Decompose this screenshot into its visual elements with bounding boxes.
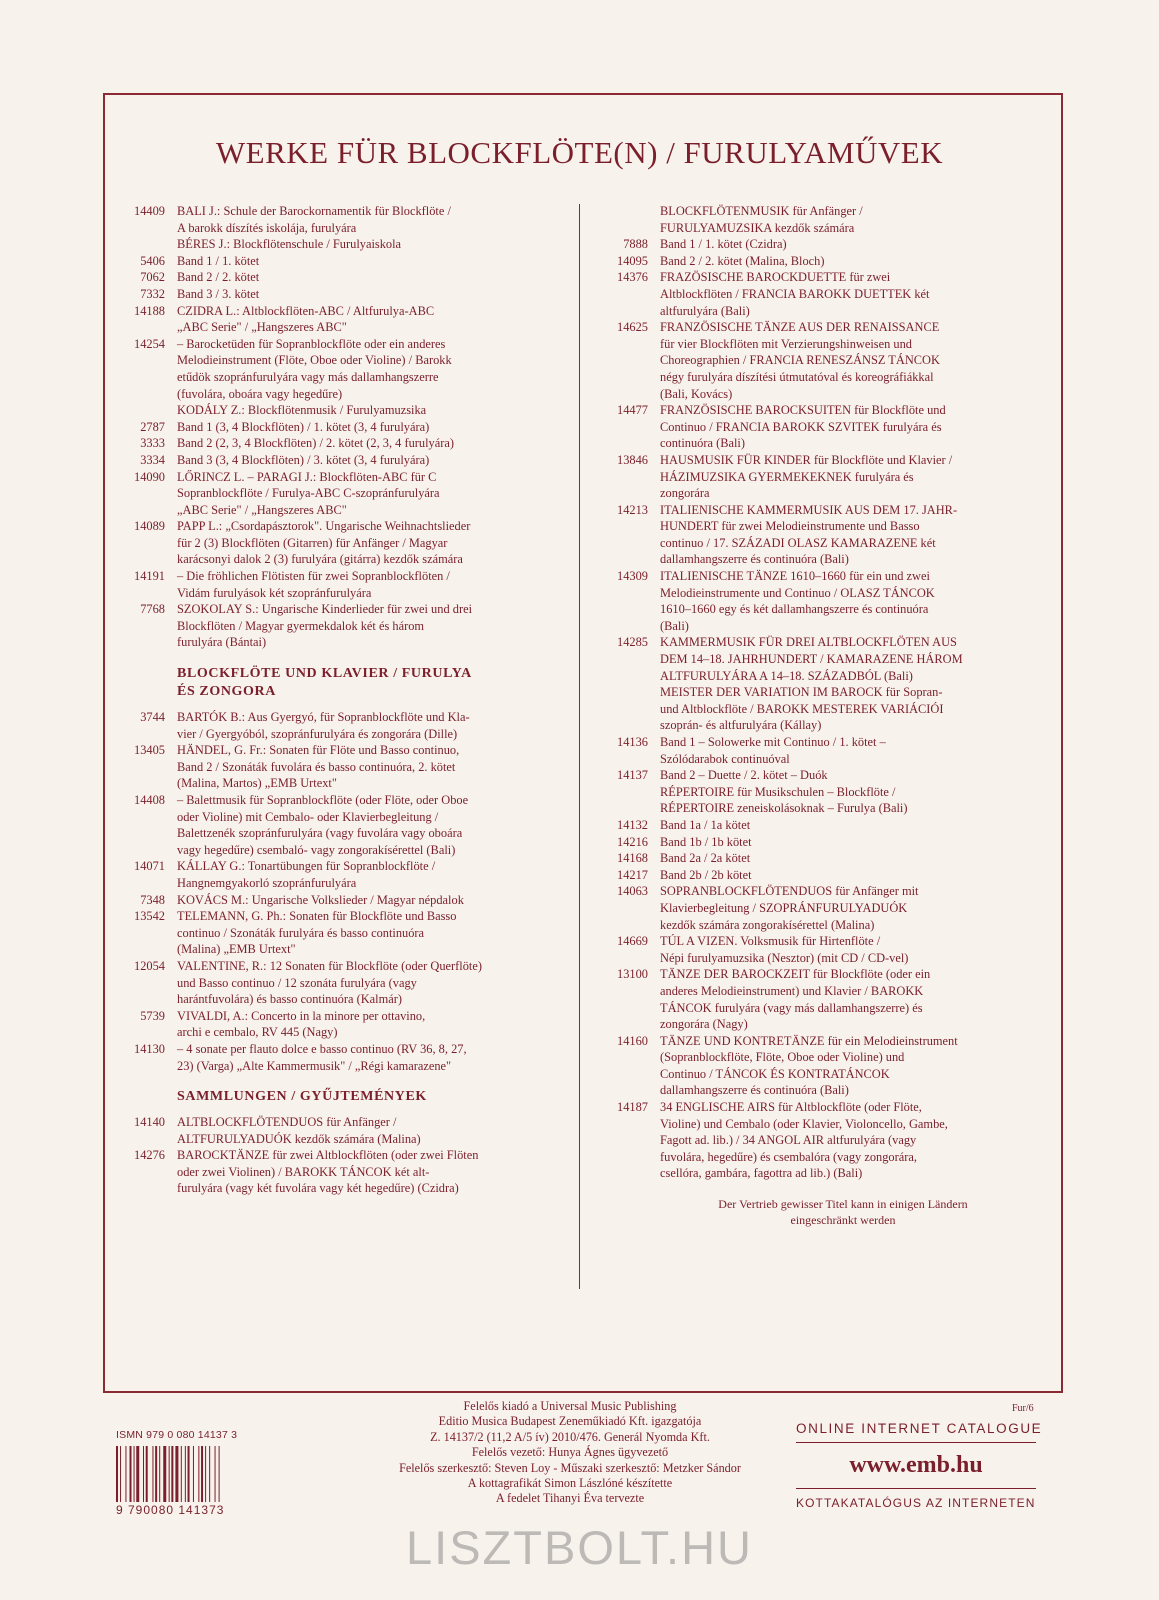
entry-text (660, 319, 1048, 402)
entry-line: Altblockflöten / FRANCIA BAROKK DUETTEK két (660, 286, 930, 301)
catalog-entry (598, 933, 1048, 966)
entry-line: FURULYAMUZSIKA kezdők számára (660, 220, 855, 235)
entry-line: und Basso continuo / 12 szonáta furulyára (vagy (177, 975, 417, 990)
entry-text (177, 858, 565, 891)
entry-text (660, 784, 1048, 817)
catalog-entry (598, 1099, 1048, 1182)
entry-line: Blockflöten / Magyar gyermekdalok két és három (177, 618, 425, 633)
left-column (115, 203, 565, 1197)
catalog-list-right (598, 203, 1048, 1182)
entry-text (177, 253, 565, 270)
entry-line: Band 2 – Duette / 2. kötet – Duók (660, 768, 828, 783)
catalog-entry (115, 402, 565, 419)
section-heading-klavier (115, 665, 565, 701)
entry-line: Band 2b / 2b kötet (660, 867, 752, 882)
entry-line: continuóra (Bali) (660, 436, 745, 451)
catalog-number: 14136 (617, 735, 648, 749)
entry-line: ALTFURULYÁRA A 14–18. SZÁZADBÓL (Bali) (660, 668, 913, 683)
entry-line: RÉPERTOIRE zeneiskolásoknak – Furulya (Bali) (660, 801, 908, 816)
catalog-entry (598, 502, 1048, 568)
catalog-entry (115, 518, 565, 568)
entry-line: PAPP L.: „Csordapásztorok". Ungarische Weihnachtslieder (177, 519, 471, 534)
catalog-list-klavier (115, 709, 565, 1074)
imprint-line: A fedelet Tihanyi Éva tervezte (495, 1491, 645, 1506)
entry-line: 34 ENGLISCHE AIRS für Altblockflöte (oder Flöte, (660, 1100, 922, 1115)
entry-line: (Malina, Martos) „EMB Urtext" (177, 776, 337, 791)
entry-line: ALTFURULYADUÓK kezdők számára (Malina) (177, 1131, 421, 1146)
entry-line: Klavierbegleitung / SZOPRÁNFURULYADUÓK (660, 900, 908, 915)
entry-line: Band 2 / Szonáták fuvolára és basso continuóra, 2. kötet (177, 759, 456, 774)
section-heading-line: ÉS ZONGORA (177, 684, 276, 700)
entry-text (177, 908, 565, 958)
entry-line: dallamhangszerre és continuóra (Bali) (660, 1083, 849, 1098)
entry-line: „ABC Serie" / „Hangszeres ABC" (177, 502, 347, 517)
catalog-entry (598, 568, 1048, 634)
entry-text (660, 452, 1048, 502)
entry-text (177, 1114, 565, 1147)
entry-line: ITALIENISCHE TÄNZE 1610–1660 für ein und zwei (660, 569, 930, 584)
entry-line: für 2 (3) Blockflöten (Gitarren) für Anfänger / Magyar (177, 535, 448, 550)
catalog-number: 14137 (617, 768, 648, 783)
catalog-entry (115, 286, 565, 303)
entry-line: Sopranblockflöte / Furulya-ABC C-szopránfurulyára (177, 486, 440, 501)
entry-line: – Die fröhlichen Flötisten für zwei Sopranblockflöten / (177, 569, 450, 584)
entry-text (660, 1033, 1048, 1099)
entry-line: Balettzenék szopránfurulyára (vagy fuvolára vagy oboára (177, 826, 463, 841)
catalog-number: 12054 (134, 958, 165, 973)
kottakatalogus-label: KOTTAKATALÓGUS AZ INTERNETEN (796, 1496, 1036, 1510)
catalog-entry (115, 269, 565, 286)
entry-text (177, 742, 565, 792)
entry-line: HAUSMUSIK FÜR KINDER für Blockflöte und Klavier / (660, 452, 953, 467)
catalog-list-sammlungen (115, 1114, 565, 1197)
catalog-entry (115, 1114, 565, 1147)
catalog-number: 7332 (140, 286, 165, 301)
catalog-number: 14132 (617, 817, 648, 832)
entry-text (660, 634, 1048, 684)
catalog-number: 7768 (140, 602, 165, 617)
entry-text (177, 203, 565, 236)
entry-text (177, 601, 565, 651)
entry-line: altfurulyára (Bali) (660, 303, 750, 318)
entry-line: LŐRINCZ L. – PARAGI J.: Blockflöten-ABC für C (177, 469, 437, 484)
catalog-entry (115, 892, 565, 909)
divider (796, 1442, 1036, 1443)
catalog-number: 14625 (617, 320, 648, 335)
entry-line: ITALIENISCHE KAMMERMUSIK AUS DEM 17. JAHR- (660, 502, 958, 517)
catalog-number: 14191 (134, 569, 165, 584)
catalog-entry (115, 435, 565, 452)
entry-line: FRANZÖSISCHE TÄNZE AUS DER RENAISSANCE (660, 320, 940, 335)
entry-line: BAROCKTÄNZE für zwei Altblockflöten (oder zwei Flöten (177, 1148, 479, 1163)
entry-line: Band 2 / 2. kötet (177, 270, 260, 285)
entry-line: oder Violine) mit Cembalo- oder Klavierbegleitung / (177, 809, 439, 824)
entry-text (660, 734, 1048, 767)
entry-text (177, 419, 565, 436)
catalog-entry (115, 203, 565, 236)
catalog-number: 7062 (140, 270, 165, 285)
catalog-number: 14063 (617, 884, 648, 899)
imprint-line: A kottagrafikát Simon Lászlóné készítette (467, 1476, 673, 1491)
entry-line: HUNDERT für zwei Melodieinstrumente und Basso (660, 519, 920, 534)
entry-line: VIVALDI, A.: Concerto in la minore per ottavino, (177, 1008, 426, 1023)
entry-line: A barokk díszítés iskolája, furulyára (177, 220, 357, 235)
entry-text (177, 568, 565, 601)
catalog-entry (598, 634, 1048, 684)
catalog-entry (115, 1147, 565, 1197)
entry-text (177, 709, 565, 742)
entry-line: – Balettmusik für Sopranblockflöte (oder Flöte, oder Oboe (177, 793, 469, 807)
ismn-label: ISMN 979 0 080 14137 3 (116, 1429, 238, 1441)
entry-line: zongorára (Nagy) (660, 1017, 748, 1032)
entry-line: KÁLLAY G.: Tonartübungen für Sopranblockflöte / (177, 859, 436, 874)
entry-line: – Barocketüden für Sopranblockflöte oder ein anderes (177, 336, 446, 351)
entry-line: Szólódarabok continuóval (660, 751, 790, 766)
entry-line: Choreographien / FRANCIA RENESZÁNSZ TÁNCOK (660, 353, 940, 368)
entry-line: TÄNZE UND KONTRETÄNZE für ein Melodieinstrument (660, 1033, 958, 1048)
catalog-entry (598, 1033, 1048, 1099)
catalog-entry (115, 303, 565, 336)
entry-line: MEISTER DER VARIATION IM BAROCK für Sopran- (660, 685, 943, 700)
entry-line: Band 2 (2, 3, 4 Blockflöten) / 2. kötet (2, 3, 4 furulyára) (177, 436, 455, 451)
entry-text (177, 958, 565, 1008)
catalog-entry (598, 684, 1048, 734)
catalog-number: 14376 (617, 270, 648, 285)
entry-line: kezdők számára zongorakísérettel (Malina) (660, 917, 875, 932)
barcode-number: 9 790080 141373 (116, 1503, 225, 1517)
catalog-number: 14095 (617, 253, 648, 268)
publisher-imprint (360, 1399, 780, 1507)
entry-line: Continuo / FRANCIA BAROKK SZVITEK furulyára és (660, 419, 942, 434)
entry-line: TÁNCOK furulyára (vagy más dallamhangszerre) és (660, 1000, 923, 1015)
catalog-entry (115, 469, 565, 519)
entry-line: HÄNDEL, G. Fr.: Sonaten für Flöte und Basso continuo, (177, 743, 460, 758)
entry-text (660, 933, 1048, 966)
entry-line: (Bali) (660, 618, 689, 633)
catalog-number: 3744 (140, 710, 165, 725)
entry-line: RÉPERTOIRE für Musikschulen – Blockflöte / (660, 784, 896, 799)
catalog-number: 14477 (617, 403, 648, 418)
entry-text (660, 867, 1048, 884)
catalog-number: 14213 (617, 502, 648, 517)
catalog-entry (598, 203, 1048, 236)
catalog-number: 5739 (140, 1008, 165, 1023)
catalog-entry (115, 908, 565, 958)
catalog-number: 14409 (134, 204, 165, 218)
imprint-line: Editio Musica Budapest Zeneműkiadó Kft. igazgatója (438, 1414, 702, 1429)
entry-line: 23) (Varga) „Alte Kammermusik" / „Régi kamarazene" (177, 1058, 452, 1073)
catalog-number (598, 784, 660, 817)
entry-line: Hangnemgyakorló szopránfurulyára (177, 875, 357, 890)
catalog-entry (115, 858, 565, 891)
catalog-list-left (115, 203, 565, 651)
barcode-image (116, 1446, 250, 1502)
entry-text (177, 1008, 565, 1041)
entry-line: BALI J.: Schule der Barockornamentik für Blockflöte / (177, 204, 451, 218)
catalog-number: 7348 (140, 892, 165, 907)
entry-text (660, 850, 1048, 867)
entry-line: SZOKOLAY S.: Ungarische Kinderlieder für zwei und drei (177, 602, 473, 617)
entry-line: vier / Gyergyóból, szopránfurulyára és zongorára (Dille) (177, 726, 458, 741)
catalog-number (598, 203, 660, 236)
note-line: eingeschränkt werden (790, 1213, 896, 1228)
entry-text (660, 402, 1048, 452)
entry-line: Melodieinstrumente und Continuo / OLASZ TÁNCOK (660, 585, 935, 600)
entry-line: szoprán- és altfurulyára (Kállay) (660, 718, 822, 733)
entry-text (177, 336, 565, 402)
entry-text (660, 966, 1048, 1032)
catalog-number: 14168 (617, 851, 648, 866)
page-title: WERKE FÜR BLOCKFLÖTE(N) / FURULYAMŰVEK (215, 135, 944, 170)
catalog-entry (598, 817, 1048, 834)
entry-line: Band 1 (3, 4 Blockflöten) / 1. kötet (3, 4 furulyára) (177, 419, 430, 434)
entry-line: KOVÁCS M.: Ungarische Volkslieder / Magyar népdalok (177, 892, 464, 907)
entry-line: BARTÓK B.: Aus Gyergyó, für Sopranblockflöte und Kla- (177, 710, 470, 725)
entry-line: CZIDRA L.: Altblockflöten-ABC / Altfurulya-ABC (177, 303, 435, 318)
entry-text (660, 883, 1048, 933)
catalog-number: 3334 (140, 452, 165, 467)
catalog-number: 14089 (134, 519, 165, 534)
entry-line: – 4 sonate per flauto dolce e basso continuo (RV 36, 8, 27, (177, 1041, 467, 1056)
entry-text (660, 203, 1048, 236)
catalog-entry (115, 452, 565, 469)
catalog-number: 14408 (134, 793, 165, 807)
catalog-number: 13100 (617, 967, 648, 982)
entry-line: Band 1a / 1a kötet (660, 817, 751, 832)
catalog-entry (598, 867, 1048, 884)
entry-line: KODÁLY Z.: Blockflötenmusik / Furulyamuzsika (177, 403, 427, 418)
entry-text (177, 452, 565, 469)
entry-line: „ABC Serie" / „Hangszeres ABC" (177, 320, 347, 335)
catalog-number: 5406 (140, 253, 165, 268)
entry-text (660, 568, 1048, 634)
entry-line: Vidám furulyások két szopránfurulyára (177, 585, 372, 600)
catalog-number: 13846 (617, 452, 648, 467)
catalog-entry (115, 1008, 565, 1041)
catalog-number: 13405 (134, 743, 165, 758)
entry-text (177, 303, 565, 336)
catalog-entry (598, 402, 1048, 452)
entry-line: (Sopranblockflöte, Flöte, Oboe oder Violine) und (660, 1050, 905, 1065)
catalog-entry (598, 767, 1048, 784)
entry-line: Népi furulyamuzsika (Nesztor) (mit CD / CD-vel) (660, 950, 909, 965)
catalog-number: 14216 (617, 834, 648, 849)
catalog-number: 14285 (617, 635, 648, 650)
catalog-number: 13542 (134, 909, 165, 924)
entry-line: Band 3 / 3. kötet (177, 286, 260, 301)
catalog-entry (598, 883, 1048, 933)
catalog-entry (115, 792, 565, 858)
catalog-number: 14071 (134, 859, 165, 874)
entry-text (177, 518, 565, 568)
catalog-number (115, 236, 177, 253)
catalog-number: 14187 (617, 1100, 648, 1115)
entry-text (177, 792, 565, 858)
catalog-entry (598, 253, 1048, 270)
entry-line: (Bali, Kovács) (660, 386, 733, 401)
entry-line: 1610–1660 egy és két dallamhangszerre és continuóra (660, 602, 929, 617)
entry-line: Band 1 / 1. kötet (177, 253, 260, 268)
entry-line: und Altblockflöte / BAROKK MESTEREK VARIÁCIÓI (660, 701, 944, 716)
entry-line: Continuo / TÁNCOK ÉS KONTRATÁNCOK (660, 1066, 890, 1081)
catalog-number: 14217 (617, 867, 648, 882)
entry-line: (Malina) „EMB Urtext" (177, 942, 296, 957)
entry-line: zongorára (660, 486, 710, 501)
catalog-entry (115, 336, 565, 402)
entry-line: csellóra, gambára, fagottra ad lib.) (Bali) (660, 1166, 863, 1181)
entry-line: oder zwei Violinen) / BAROKK TÁNCOK két alt- (177, 1164, 430, 1179)
entry-line: Band 1 – Solowerke mit Continuo / 1. kötet – (660, 735, 886, 749)
entry-line: für vier Blockflöten mit Verzierungshinweisen und (660, 336, 912, 351)
catalog-entry (115, 601, 565, 651)
catalog-entry (598, 269, 1048, 319)
section-heading-line: SAMMLUNGEN / GYŰJTEMÉNYEK (177, 1089, 427, 1105)
catalog-entry (115, 236, 565, 253)
catalog-number: 3333 (140, 436, 165, 451)
catalog-number: 14090 (134, 469, 165, 484)
entry-text (177, 1041, 565, 1074)
entry-text (660, 236, 1048, 253)
entry-line: etűdök szopránfurulyára vagy más dallamhangszerre (177, 369, 439, 384)
catalog-number (598, 684, 660, 734)
entry-line: anderes Melodieinstrument) und Klavier / BAROKK (660, 983, 924, 998)
entry-text (660, 253, 1048, 270)
catalog-entry (598, 850, 1048, 867)
entry-text (177, 269, 565, 286)
entry-text (177, 286, 565, 303)
catalog-entry (598, 452, 1048, 502)
note-line: Der Vertrieb gewisser Titel kann in einigen Ländern (718, 1197, 968, 1212)
entry-text (177, 236, 565, 253)
catalog-entry (598, 966, 1048, 1032)
entry-text (660, 502, 1048, 568)
entry-line: Band 2 / 2. kötet (Malina, Bloch) (660, 253, 825, 268)
catalog-entry (115, 1041, 565, 1074)
catalog-number: 14140 (134, 1115, 165, 1130)
catalog-entry (115, 742, 565, 792)
catalog-number: 14254 (134, 336, 165, 351)
entry-line: VALENTINE, R.: 12 Sonaten für Blockflöte (oder Querflöte) (177, 958, 482, 973)
right-column (598, 203, 1048, 1228)
entry-line: Band 1b / 1b kötet (660, 834, 752, 849)
entry-line: Band 2a / 2a kötet (660, 851, 751, 866)
entry-text (660, 817, 1048, 834)
entry-text (660, 1099, 1048, 1182)
catalog-number: 14669 (617, 934, 648, 949)
catalog-entry (598, 734, 1048, 767)
entry-line: karácsonyi dalok 2 (3) furulyára (gitárra) kezdők számára (177, 552, 463, 567)
entry-text (177, 1147, 565, 1197)
entry-line: TELEMANN, G. Ph.: Sonaten für Blockflöte und Basso (177, 909, 457, 924)
catalog-entry (115, 419, 565, 436)
catalog-number: 14130 (134, 1041, 165, 1056)
entry-line: Violine) und Cembalo (oder Klavier, Violoncello, Gambe, (660, 1116, 948, 1131)
entry-line: négy furulyára díszítési útmutatóval és koreográfiákkal (660, 369, 934, 384)
entry-line: Band 1 / 1. kötet (Czidra) (660, 237, 787, 252)
entry-line: archi e cembalo, RV 445 (Nagy) (177, 1025, 338, 1040)
section-heading-line: BLOCKFLÖTE UND KLAVIER / FURULYA (177, 666, 472, 682)
entry-line: Melodieinstrument (Flöte, Oboe oder Violine) / Barokk (177, 353, 452, 368)
imprint-line: Z. 14137/2 (11,2 A/5 ív) 2010/476. Generál Nyomda Kft. (430, 1429, 710, 1444)
imprint-line: Felelős vezető: Hunya Ágnes ügyvezető (471, 1445, 669, 1460)
distribution-note (598, 1196, 1048, 1228)
entry-line: Fagott ad. lib.) / 34 ANGOL AIR altfurulyára (vagy (660, 1133, 917, 1148)
imprint-line: Felelős kiadó a Universal Music Publishing (463, 1399, 677, 1413)
entry-line: DEM 14–18. JAHRHUNDERT / KAMARAZENE HÁROM (660, 652, 963, 667)
entry-text (177, 435, 565, 452)
entry-text (177, 892, 565, 909)
entry-line: furulyára (vagy két fuvolára vagy két hegedűre) (Czidra) (177, 1181, 459, 1196)
entry-line: HÁZIMUZSIKA GYERMEKEKNEK furulyára és (660, 469, 914, 484)
entry-line: Band 3 (3, 4 Blockflöten) / 3. kötet (3, 4 furulyára) (177, 452, 430, 467)
entry-line: BLOCKFLÖTENMUSIK für Anfänger / (660, 204, 863, 218)
website-link[interactable]: www.emb.hu (849, 1452, 983, 1478)
entry-text (660, 269, 1048, 319)
catalog-code: Fur/6 (1012, 1403, 1034, 1414)
entry-line: dallamhangszerre és continuóra (Bali) (660, 552, 849, 567)
catalog-entry (115, 253, 565, 270)
catalog-number: 14160 (617, 1033, 648, 1048)
watermark: LISZTBOLT.HU (406, 1521, 753, 1574)
entry-line: vagy hegedűre) csembaló- vagy zongorakísérettel (Bali) (177, 842, 456, 857)
entry-line: fuvolára, hegedűre) és csembalóra (vagy zongorára, (660, 1149, 917, 1164)
entry-line: ALTBLOCKFLÖTENDUOS für Anfänger / (177, 1115, 397, 1130)
column-divider (579, 204, 580, 1289)
catalog-entry (115, 958, 565, 1008)
catalog-entry (598, 236, 1048, 253)
catalog-number: 14276 (134, 1148, 165, 1163)
entry-text (660, 684, 1048, 734)
divider (796, 1488, 1036, 1489)
entry-line: (fuvolára, oboára vagy hegedűre) (177, 386, 343, 401)
entry-line: furulyára (Bántai) (177, 635, 267, 650)
entry-line: KAMMERMUSIK FÜR DREI ALTBLOCKFLÖTEN AUS (660, 635, 957, 650)
entry-text (177, 402, 565, 419)
imprint-line: Felelős szerkesztő: Steven Loy - Műszaki szerkesztő: Metzker Sándor (399, 1460, 741, 1475)
entry-line: continuo / 17. SZÁZADI OLASZ KAMARAZENE két (660, 535, 936, 550)
entry-line: TÚL A VIZEN. Volksmusik für Hirtenflöte / (660, 934, 881, 949)
catalog-entry (598, 784, 1048, 817)
catalog-number (115, 402, 177, 419)
catalog-entry (115, 709, 565, 742)
online-catalogue-label: ONLINE INTERNET CATALOGUE (796, 1421, 1043, 1436)
entry-line: FRAZÖSISCHE BAROCKDUETTE für zwei (660, 270, 891, 285)
entry-line: SOPRANBLOCKFLÖTENDUOS für Anfänger mit (660, 884, 919, 899)
catalog-entry (115, 568, 565, 601)
entry-line: continuo / Szonáták furulyára és basso continuóra (177, 925, 425, 940)
catalog-number: 14309 (617, 569, 648, 584)
catalog-entry (598, 319, 1048, 402)
entry-line: harántfuvolára) és basso continuóra (Kalmár) (177, 992, 403, 1007)
entry-text (177, 469, 565, 519)
catalog-number: 2787 (140, 419, 165, 434)
entry-text (660, 834, 1048, 851)
catalog-entry (598, 834, 1048, 851)
entry-text (660, 767, 1048, 784)
catalog-number: 14188 (134, 303, 165, 318)
section-heading-sammlungen (115, 1088, 565, 1106)
entry-line: BÉRES J.: Blockflötenschule / Furulyaiskola (177, 237, 402, 252)
entry-line: FRANZÖSISCHE BAROCKSUITEN für Blockflöte und (660, 403, 946, 418)
entry-line: TÄNZE DER BAROCKZEIT für Blockflöte (oder ein (660, 967, 931, 982)
catalog-number: 7888 (623, 237, 648, 252)
